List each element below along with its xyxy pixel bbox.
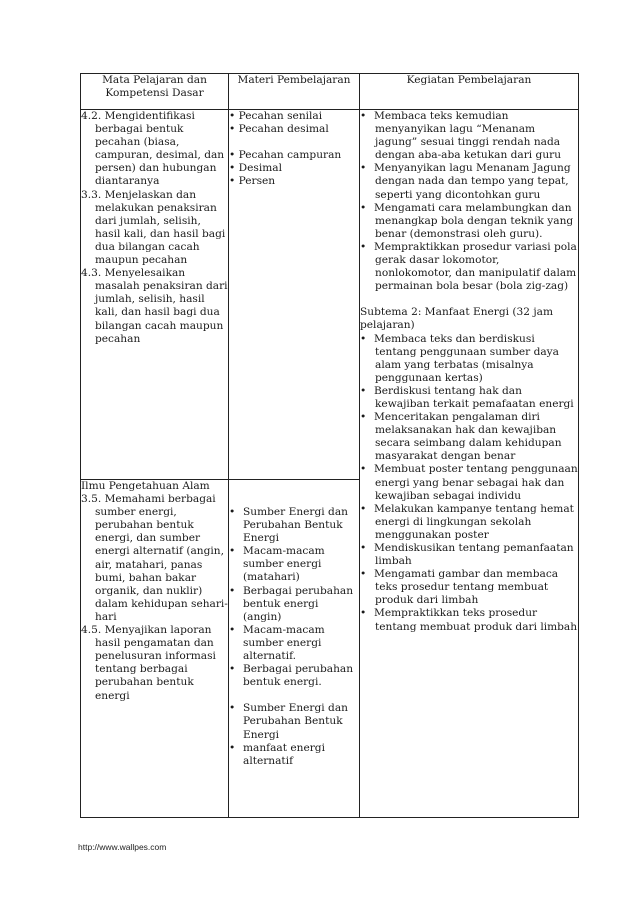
kd-cell-math	[81, 110, 229, 480]
bullet-icon: •	[229, 584, 236, 597]
bullet-icon: •	[360, 110, 367, 122]
subtema-heading: Subtema 2: Manfaat Energi (32 jam pelajaran)	[360, 306, 554, 332]
table-header-row	[81, 74, 579, 110]
header-kompetensi: Mata Pelajaran dan Kompetensi Dasar	[81, 74, 229, 110]
table-row	[81, 110, 579, 480]
materi-item: • Persen	[229, 175, 276, 188]
subject-title: Ilmu Pengetahuan Alam	[81, 480, 210, 492]
kegiatan-item: • Membaca teks kemudian menyanyikan lagu “Menanam jagung” sesuai tinggi rendah nada dengan aba-aba ketukan dari guru	[360, 110, 562, 162]
curriculum-table	[80, 73, 579, 818]
bullet-icon: •	[360, 240, 367, 253]
kegiatan-item: • Mempraktikkan teks prosedur tentang membuat produk dari limbah	[360, 607, 578, 633]
kegiatan-item: • Mendiskusikan tentang pemanfaatan limbah	[360, 542, 574, 568]
materi-item: • Macam-macam sumber energi (matahari)	[229, 545, 325, 584]
kd-item: 3.5. Memahami berbagai sumber energi, perubahan bentuk energi, dan sumber energi alternatif (angin, air, matahari, panas bumi, bahan bakar organik, dan nuklir) dalam kehidupan sehari-hari	[81, 493, 228, 623]
kegiatan-item: • Melakukan kampanye tentang hemat energi di lingkungan sekolah menggunakan poster	[360, 502, 574, 541]
header-materi: Materi Pembelajaran	[229, 74, 360, 110]
materi-item: • manfaat energi alternatif	[229, 741, 325, 767]
kegiatan-item: • Menyanyikan lagu Menanam Jagung dengan nada dan tempo yang tepat, seperti yang dicontohkan guru	[360, 162, 571, 201]
header-kegiatan: Kegiatan Pembelajaran	[360, 74, 579, 110]
bullet-icon: •	[229, 663, 236, 676]
bullet-icon: •	[360, 162, 367, 175]
bullet-icon: •	[360, 411, 367, 424]
kegiatan-item: • Membuat poster tentang penggunaan energi yang benar sebagai hak dan kewajiban sebagai individu	[360, 463, 578, 502]
kegiatan-item: • Mempraktikkan prosedur variasi pola gerak dasar lokomotor, nonlokomotor, dan manipulatif dalam permainan bola besar (bola zig-zag)	[360, 240, 577, 293]
bullet-icon: •	[360, 607, 367, 620]
kegiatan-item: • Mengamati cara melambungkan dan menangkap bola dengan teknik yang benar (demonstrasi oleh guru).	[360, 201, 574, 240]
kd-cell-ipa	[81, 480, 229, 818]
footer-url: http://www.wallpes.com	[78, 842, 167, 852]
bullet-icon: •	[229, 702, 236, 715]
bullet-icon: •	[360, 502, 367, 515]
kegiatan-item: • Menceritakan pengalaman diri melaksanakan hak dan kewajiban secara seimbang dalam kehidupan masyarakat dengan benar	[360, 411, 562, 463]
kd-item: 3.3. Menjelaskan dan melakukan penaksiran dari jumlah, selisih, hasil kali, dan hasil bagi dua bilangan cacah maupun pecahan	[81, 188, 226, 267]
bullet-icon: •	[360, 568, 367, 581]
bullet-icon: •	[360, 463, 367, 476]
materi-item: • Berbagai perubahan bentuk energi (angin)	[229, 584, 354, 623]
kegiatan-item: • Mengamati gambar dan membaca teks prosedur tentang membuat produk dari limbah	[360, 568, 559, 607]
bullet-icon: •	[360, 201, 367, 214]
materi-item: • Sumber Energi dan Perubahan Bentuk Energi	[229, 506, 348, 545]
materi-item: • Berbagai perubahan bentuk energi.	[229, 663, 354, 689]
kd-item: 4.5. Menyajikan laporan hasil pengamatan dan penelusuran informasi tentang berbagai perubahan bentuk energi	[81, 624, 216, 702]
materi-item: • Pecahan desimal	[229, 123, 329, 136]
materi-item: • Sumber Energi dan Perubahan Bentuk Energi	[229, 702, 348, 741]
bullet-icon: •	[229, 506, 236, 518]
bullet-icon: •	[229, 741, 236, 754]
kd-item: 4.3. Menyelesaikan masalah penaksiran dari jumlah, selisih, hasil kali, dan hasil bagi dua bilangan cacah maupun pecahan	[81, 267, 228, 345]
materi-cell-ipa	[229, 480, 360, 818]
bullet-icon: •	[229, 623, 236, 636]
bullet-icon: •	[360, 332, 367, 345]
materi-item: • Desimal	[229, 162, 282, 175]
bullet-icon: •	[360, 384, 367, 397]
bullet-icon: •	[229, 545, 236, 558]
kegiatan-item: • Membaca teks dan berdiskusi tentang penggunaan sumber daya alam yang terbatas (misalnya penggunaan kertas)	[360, 332, 559, 384]
materi-item: • Pecahan campuran	[229, 149, 342, 162]
materi-cell-math	[229, 110, 360, 480]
kegiatan-cell	[360, 110, 579, 818]
kd-item: 4.2. Mengidentifikasi berbagai bentuk pecahan (biasa, campuran, desimal, dan persen) dan hubungan diantaranya	[81, 110, 225, 188]
materi-item: • Macam-macam sumber energi alternatif.	[229, 623, 325, 663]
bullet-icon: •	[360, 542, 367, 554]
materi-item: • Pecahan senilai	[229, 110, 323, 122]
kegiatan-item: • Berdiskusi tentang hak dan kewajiban terkait pemafaatan energi	[360, 384, 574, 410]
